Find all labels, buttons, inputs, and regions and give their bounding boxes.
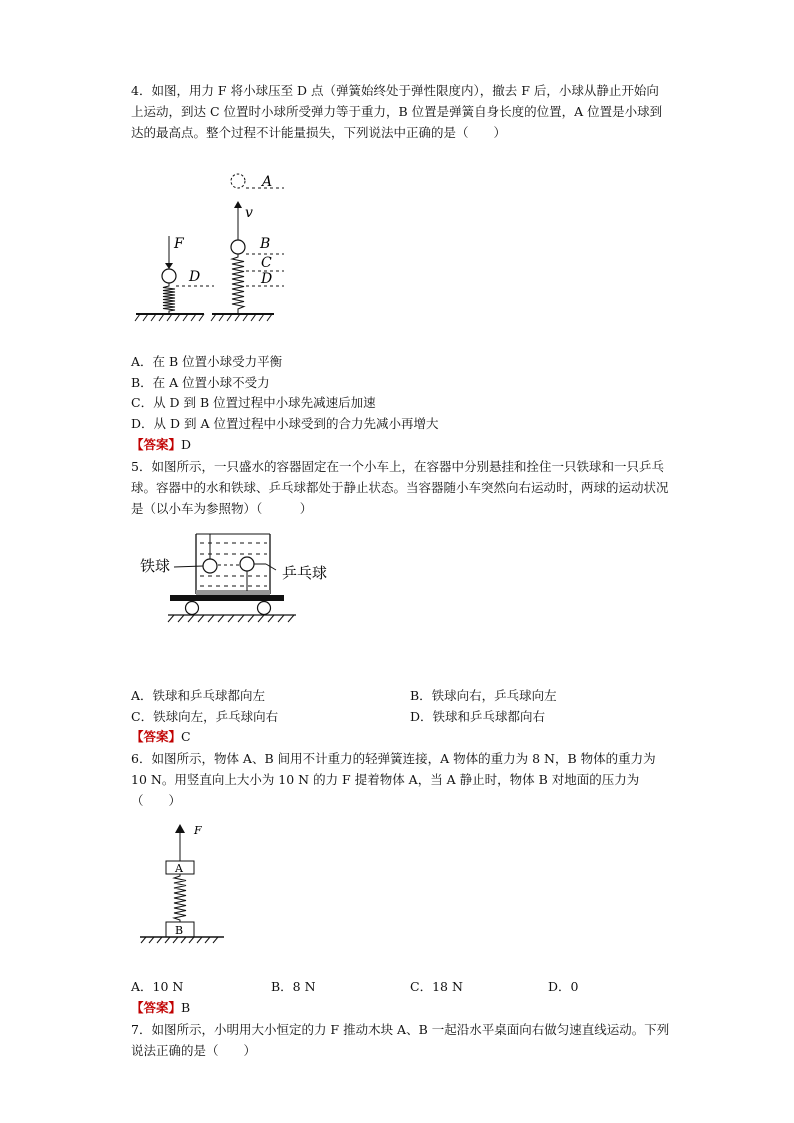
q4-stem: 4．如图，用力 F 将小球压至 D 点（弹簧始终处于弹性限度内），撤去 F 后，小球从静止开始向上运动，到达 C 位置时小球所受弹力等于重力，B 位置是弹簧自身长度的位置，A 位置是小球到达的最高点。整个过程不计能量损失，下列说法中正确的是（ ） [131, 83, 663, 140]
q4-option-a: A．在 B 位置小球受力平衡 [131, 354, 283, 369]
ball-at-a [231, 174, 245, 188]
block-a-label: A [175, 862, 183, 875]
q5-stem: 5．如图所示，一只盛水的容器固定在一个小车上，在容器中分别悬挂和拴住一只铁球和一只乒乓球。容器中的水和铁球、乒乓球都处于静止状态。当容器随小车突然向右运动时，两球的运动状况是（以小车为参照物）（ ） [131, 459, 669, 516]
q4-figure [132, 170, 302, 325]
q4-answer [131, 435, 191, 455]
force-f-label: F [174, 236, 184, 252]
ball-at-d [162, 269, 176, 283]
q6-option-b: B．8 N [271, 979, 316, 994]
position-d-right-label: D [261, 271, 273, 287]
iron-ball [203, 559, 217, 573]
velocity-v-label: v [245, 205, 253, 221]
q6-stem: 6．如图所示，物体 A、B 间用不计重力的轻弹簧连接，A 物体的重力为 8 N，B 物体的重力为 10 N。用竖直向上大小为 10 N 的力 F 提着物体 A，当 A 静止时，物体 B 对地面的压力为（ ） [131, 751, 656, 808]
cart-platform [170, 595, 284, 601]
answer-value: B [181, 1000, 191, 1015]
q6-option-a: A．10 N [131, 979, 184, 994]
answer-value: C [181, 729, 191, 744]
cart-wheel-right [258, 602, 271, 615]
q6-option-c: C．18 N [410, 979, 463, 994]
force-f-label: F [194, 824, 202, 837]
position-c-label: C [261, 255, 272, 271]
answer-tag: 【答案】 [131, 729, 182, 744]
iron-ball-label: 铁球 [140, 557, 171, 575]
q5-answer [131, 727, 191, 747]
position-a-label: A [262, 174, 273, 190]
cart-wheel-left [186, 602, 199, 615]
spring [174, 874, 186, 922]
q5-option-a: A．铁球和乒乓球都向左 [131, 688, 266, 703]
pingpong-ball-label: 乒乓球 [282, 564, 328, 582]
q7-stem: 7．如图所示，小明用大小恒定的力 F 推动木块 A、B 一起沿水平桌面向右做匀速直线运动。下列说法正确的是（ ） [131, 1022, 670, 1058]
compressed-spring [163, 283, 175, 314]
answer-tag: 【答案】 [131, 1000, 182, 1015]
block-b-label: B [175, 924, 184, 937]
pingpong-ball [240, 557, 254, 571]
q5-option-c: C．铁球向左，乒乓球向右 [131, 709, 279, 724]
position-d-left-label: D [189, 269, 201, 285]
q5-figure [140, 528, 340, 628]
answer-tag: 【答案】 [131, 437, 182, 452]
answer-value: D [181, 437, 192, 452]
q6-answer [131, 998, 190, 1018]
position-b-label: B [260, 236, 271, 252]
natural-spring [232, 254, 244, 314]
q6-option-d: D．0 [548, 979, 579, 994]
q4-option-c: C．从 D 到 B 位置过程中小球先减速后加速 [131, 395, 376, 410]
q5-option-b: B．铁球向右，乒乓球向左 [410, 688, 557, 703]
q4-option-b: B．在 A 位置小球不受力 [131, 375, 270, 390]
q6-figure [138, 818, 238, 948]
q5-option-d: D．铁球和乒乓球都向右 [410, 709, 546, 724]
q4-option-d: D．从 D 到 A 位置过程中小球受到的合力先减小再增大 [131, 416, 439, 431]
ball-at-b [231, 240, 245, 254]
